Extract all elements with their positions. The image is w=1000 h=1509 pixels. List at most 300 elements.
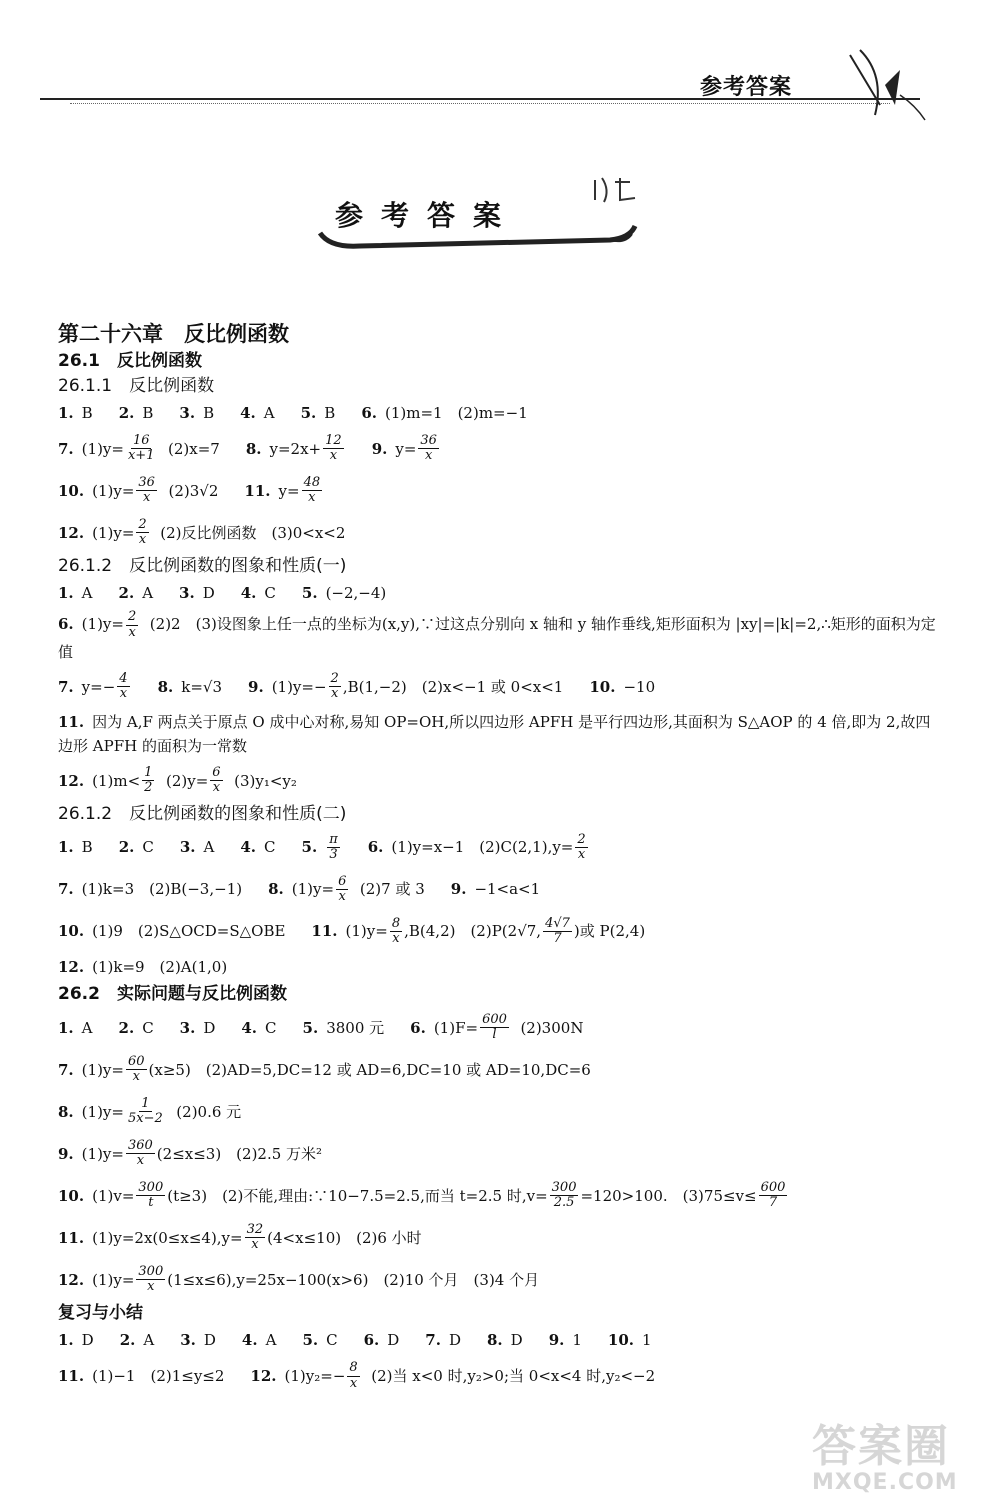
answer-row [58, 1219, 938, 1257]
answer-row [58, 472, 938, 510]
question-number: 11. [58, 712, 85, 731]
question-number: 7. [425, 1331, 441, 1350]
answer-value: D [448, 1331, 461, 1350]
numerator: 2 [330, 671, 339, 687]
answer-item [58, 672, 132, 702]
answer-text: (1)y=− [271, 677, 327, 696]
question-number: 12. [58, 771, 85, 790]
answer-item [58, 1181, 789, 1211]
answer-paragraph [58, 710, 938, 758]
answer-value: C [264, 838, 276, 857]
fraction [347, 1361, 359, 1391]
answer-text: (1)9 (2)S△OCD=S△OBE [92, 922, 286, 941]
answer-value: 3800 元 [326, 1018, 385, 1037]
numerator: 4√7 [545, 915, 570, 931]
answer-value: C [326, 1331, 338, 1350]
answer-item [425, 1331, 461, 1349]
numerator: 16 [132, 433, 150, 449]
answer-text: −1<a<1 [474, 880, 541, 899]
fraction [418, 434, 439, 464]
answer-text: y=2x+ [269, 439, 322, 458]
denominator: x [136, 1153, 145, 1169]
answer-item [119, 1019, 154, 1037]
numerator: 6 [338, 873, 347, 889]
answer-item [589, 678, 655, 696]
question-number: 9. [58, 1144, 74, 1163]
section-title-text: 复习与小结 [58, 1302, 143, 1323]
question-number: 5. [300, 403, 317, 422]
fraction [759, 1181, 788, 1211]
section-title [58, 351, 938, 371]
chapter-title: 第二十六章 反比例函数 [58, 322, 289, 346]
question-number: 10. [58, 922, 85, 941]
question-number: 1. [58, 584, 74, 603]
answer-text: (x≥5) (2)AD=5,DC=12 或 AD=6,DC=10 或 AD=10,DC=6 [148, 1060, 591, 1079]
answer-item [361, 404, 527, 422]
question-number: 11. [58, 1228, 85, 1247]
answer-item [58, 838, 93, 856]
answer-text: (2)300N [520, 1018, 584, 1037]
answer-text: (1≤x≤6),y=25x−100(x>6) (2)10 个月 (3)4 个月 [167, 1270, 540, 1289]
question-number: 2. [119, 1331, 136, 1350]
answer-value: C [142, 838, 154, 857]
answer-value: B [142, 403, 154, 422]
numerator: 36 [138, 475, 155, 491]
answer-item [158, 678, 222, 696]
question-number: 6. [367, 838, 384, 857]
numerator: 300 [138, 1263, 164, 1279]
question-number: 9. [450, 880, 467, 899]
answer-row [58, 580, 938, 606]
question-number: 3. [179, 403, 196, 422]
answer-item [302, 833, 342, 863]
answer-item [179, 584, 215, 602]
answer-item [549, 1331, 582, 1349]
answer-value: A [81, 584, 93, 603]
answer-row [58, 430, 938, 468]
answer-text: (1)y= [291, 880, 335, 899]
fraction [575, 833, 587, 863]
quill-decoration-icon [840, 45, 930, 125]
answer-item [58, 958, 227, 976]
answer-item [58, 1139, 322, 1169]
denominator: x [329, 448, 338, 464]
numerator: 36 [420, 433, 437, 449]
numerator: 12 [325, 433, 342, 449]
numerator: 2 [138, 517, 147, 533]
fraction [126, 434, 157, 464]
answer-text: =120>100. (3)75≤v≤ [580, 1186, 757, 1205]
question-number: 10. [607, 1331, 635, 1350]
fraction [323, 434, 344, 464]
answer-text: −10 [623, 677, 656, 696]
fraction [480, 1013, 509, 1043]
question-number: 1. [58, 1018, 74, 1037]
question-number: 11. [311, 922, 338, 941]
answer-text: (2)0.6 元 [176, 1102, 242, 1121]
answer-row [58, 912, 938, 950]
answer-text: (1)y₂=− [284, 1367, 346, 1386]
answer-text: (1)y= [81, 1060, 124, 1079]
question-number: 11. [58, 1367, 85, 1386]
answer-item [179, 404, 214, 422]
denominator: x [143, 490, 151, 506]
question-number: 7. [58, 880, 74, 899]
answer-text: (4<x≤10) (2)6 小时 [267, 1228, 422, 1247]
question-number: 4. [241, 1331, 258, 1350]
question-number: 5. [302, 1331, 319, 1350]
question-number: 4. [240, 584, 257, 603]
denominator: x [425, 448, 433, 464]
question-number: 8. [487, 1331, 503, 1350]
answer-item [451, 880, 540, 898]
answer-text: (1)F= [433, 1018, 479, 1037]
answer-row [58, 1327, 938, 1353]
answer-content [58, 322, 938, 1399]
answer-item [240, 838, 275, 856]
answer-item [119, 584, 154, 602]
fraction [543, 917, 572, 947]
question-number: 1. [58, 1331, 74, 1350]
question-number: 5. [302, 1018, 319, 1037]
answer-text: (1)−1 (2)1≤y≤2 [92, 1367, 225, 1386]
answer-text: y= [278, 481, 300, 500]
answer-text: (1)y= [92, 1270, 135, 1289]
answer-text: (2)2 (3)设图象上任一点的坐标为(x,y),∵过这点分别向 x 轴和 y 轴作垂线,矩形面积为 |xy|=|k|=2,∴矩形的面积为定值 [58, 615, 936, 661]
watermark-logo-text: 答案圈 [812, 1421, 950, 1472]
question-number: 8. [268, 880, 284, 899]
answer-text: (1)y= [81, 439, 124, 458]
denominator: x [392, 930, 400, 946]
answer-item [250, 1361, 655, 1391]
answer-item [303, 1019, 385, 1037]
answer-row [58, 668, 938, 706]
denominator: x [147, 1279, 155, 1295]
question-number: 7. [58, 1060, 74, 1079]
numerator: 1 [141, 1095, 150, 1111]
answer-item [58, 1331, 94, 1349]
denominator: x [138, 532, 147, 548]
answer-item [246, 434, 346, 464]
answer-text: (2)x=7 [168, 439, 220, 458]
answer-text: k=√3 [181, 677, 223, 696]
answer-item [368, 833, 590, 863]
header-dotted-rule [70, 103, 890, 104]
answer-text: y=− [81, 677, 116, 696]
answer-row [58, 1009, 938, 1047]
answer-text: (1)k=9 (2)A(1,0) [92, 958, 228, 977]
answer-value: A [203, 838, 215, 857]
answer-value: B [81, 403, 93, 422]
question-number: 6. [361, 403, 377, 422]
answer-row [58, 870, 938, 908]
answer-text: 因为 A,F 两点关于原点 O 成中心对称,易知 OP=OH,所以四边形 APFH 是平行四边形,其面积为 S△AOP 的 4 倍,即为 2,故四边形 APFH 的面积为一常数 [58, 712, 931, 755]
answer-item [58, 922, 285, 940]
answer-text: (1)k=3 (2)B(−3,−1) [81, 880, 243, 899]
header-title: 参考答案 [700, 75, 793, 100]
denominator: x [331, 686, 339, 702]
question-number: 2. [118, 584, 135, 603]
fraction [126, 1055, 147, 1085]
answer-row [58, 762, 938, 800]
fraction [302, 476, 323, 506]
question-number: 12. [58, 958, 85, 977]
fraction [210, 766, 222, 796]
answer-item [58, 766, 297, 796]
answer-text: (2)3√2 [168, 481, 219, 500]
answer-item [410, 1013, 583, 1043]
answer-item [58, 518, 345, 548]
site-watermark [812, 1410, 992, 1500]
fraction [329, 672, 341, 702]
question-number: 2. [118, 838, 135, 857]
question-number: 3. [179, 1018, 196, 1037]
answer-value: D [202, 584, 215, 603]
denominator: x [128, 624, 136, 640]
denominator: 7 [553, 930, 562, 946]
answer-value: 1 [642, 1331, 652, 1350]
section-title [58, 1303, 938, 1323]
answer-item [608, 1331, 652, 1349]
fraction [117, 672, 129, 702]
answer-item [58, 434, 220, 464]
fraction [136, 1181, 165, 1211]
answer-item [58, 1097, 241, 1127]
question-number: 9. [371, 439, 388, 458]
answer-item [58, 1367, 224, 1385]
question-number: 1. [58, 838, 74, 857]
answer-text: ,B(4,2) (2)P(2√7, [404, 922, 542, 941]
answer-row [58, 954, 938, 980]
section-title-text: 26.1 反比例函数 [58, 351, 202, 372]
numerator: 600 [482, 1011, 507, 1027]
answer-item [58, 404, 93, 422]
answer-paragraph [58, 610, 938, 664]
banner-title: 参考答案 [335, 199, 520, 232]
question-number: 5. [301, 838, 318, 857]
denominator: x [119, 686, 128, 702]
denominator: x [349, 1375, 358, 1391]
answer-text: )或 P(2,4) [573, 922, 646, 941]
question-number: 12. [58, 523, 85, 542]
answer-item [302, 1331, 337, 1349]
answer-value: 1 [572, 1331, 582, 1350]
numerator: 48 [303, 475, 321, 491]
answer-item [119, 404, 154, 422]
numerator: 2 [127, 609, 137, 625]
numerator: 2 [577, 831, 586, 847]
subsection-title: 26.1.2 反比例函数的图象和性质(二) [58, 803, 347, 824]
denominator: 5x−2 [127, 1111, 163, 1127]
denominator: x [212, 780, 221, 796]
answer-text: (2)反比例函数 (3)0<x<2 [160, 523, 346, 542]
answer-value: B [81, 838, 93, 857]
answer-text: (2≤x≤3) (2)2.5 万米² [156, 1144, 323, 1163]
answer-row [58, 1051, 938, 1089]
question-number: 7. [58, 439, 74, 458]
question-number: 4. [240, 838, 257, 857]
question-number: 5. [301, 584, 318, 603]
numerator: 300 [551, 1179, 577, 1195]
denominator: 7 [768, 1195, 778, 1211]
answer-text: (1)y=x−1 (2)C(2,1),y= [391, 838, 574, 857]
denominator: x+1 [127, 448, 155, 464]
question-number: 4. [240, 403, 256, 422]
numerator: 32 [246, 1221, 264, 1237]
answer-item [58, 1019, 93, 1037]
numerator: 8 [349, 1360, 358, 1376]
answer-text: (2)当 x<0 时,y₂>0;当 0<x<4 时,y₂<−2 [371, 1367, 656, 1386]
answer-text: (1)y= [92, 481, 135, 500]
question-number: 3. [180, 1331, 196, 1350]
answer-item [248, 672, 563, 702]
answer-item [268, 875, 425, 905]
answer-item [58, 476, 218, 506]
fraction [136, 476, 157, 506]
answer-value: C [265, 1018, 277, 1037]
answer-text: (2)y= [165, 771, 209, 790]
question-number: 10. [58, 1186, 85, 1205]
denominator: x [338, 888, 346, 904]
numerator: 6 [212, 765, 221, 781]
answer-value: A [263, 403, 275, 422]
answer-text: ,B(1,−2) (2)x<−1 或 0<x<1 [342, 677, 564, 696]
fraction [136, 1265, 165, 1295]
section-title-text: 26.2 实际问题与反比例函数 [58, 984, 287, 1005]
answer-row [58, 1357, 938, 1395]
denominator: x [577, 846, 586, 862]
numerator: 8 [391, 915, 401, 931]
fraction [245, 1223, 266, 1253]
fraction [126, 610, 138, 640]
fraction [550, 1181, 579, 1211]
answer-item [58, 584, 93, 602]
answer-item [58, 1265, 539, 1295]
answer-row [58, 1177, 938, 1215]
answer-value: (−2,−4) [325, 584, 387, 603]
denominator: t [148, 1195, 154, 1211]
answer-row [58, 400, 938, 426]
answer-value: A [265, 1331, 277, 1350]
question-number: 6. [58, 615, 74, 634]
answer-item [180, 1019, 216, 1037]
subsection-title: 26.1.1 反比例函数 [58, 375, 215, 396]
question-number: 8. [245, 439, 262, 458]
answer-value: C [264, 584, 276, 603]
answer-text: (t≥3) (2)不能,理由:∵10−7.5=2.5,而当 t=2.5 时,v= [167, 1186, 548, 1205]
numerator: 300 [138, 1179, 164, 1195]
answer-row [58, 828, 938, 866]
numerator: 4 [119, 671, 128, 687]
question-number: 1. [58, 403, 74, 422]
fraction [126, 1139, 155, 1169]
answer-item [302, 584, 386, 602]
answer-value: B [324, 403, 336, 422]
denominator: 2 [144, 780, 153, 796]
answer-text: (1)m< [92, 771, 141, 790]
answer-value: B [203, 403, 215, 422]
answer-text: (1)y= [81, 615, 124, 634]
numerator: 360 [127, 1137, 153, 1153]
answer-text: (1)y= [81, 1102, 124, 1121]
question-number: 2. [118, 403, 135, 422]
answer-item [58, 880, 242, 898]
answer-text: (1)y=2x(0≤x≤4),y= [92, 1228, 243, 1247]
answer-item [364, 1331, 400, 1349]
denominator: 3 [329, 846, 338, 862]
answer-text: (1)y= [345, 922, 388, 941]
answer-text: y= [395, 439, 417, 458]
question-number: 4. [241, 1018, 258, 1037]
answer-item [119, 838, 154, 856]
numerator: 60 [127, 1053, 145, 1069]
question-number: 7. [58, 677, 74, 696]
question-number: 12. [58, 1270, 85, 1289]
answer-value: D [203, 1018, 216, 1037]
fraction [390, 917, 402, 947]
denominator: x [132, 1069, 140, 1085]
answer-value: C [142, 1018, 154, 1037]
denominator: 2.5 [553, 1195, 575, 1211]
question-number: 10. [58, 481, 85, 500]
answer-item [241, 1019, 276, 1037]
answer-text: (1)y= [92, 523, 135, 542]
watermark-url: MXQE.COM [812, 1470, 958, 1495]
answer-value: (1)m=1 (2)m=−1 [385, 403, 528, 422]
question-number: 3. [179, 584, 195, 603]
answer-value: D [203, 1331, 216, 1350]
answer-item [244, 476, 324, 506]
question-number: 2. [118, 1018, 135, 1037]
fraction [126, 1097, 165, 1127]
denominator: l [492, 1027, 497, 1043]
numerator: π [329, 831, 338, 847]
answer-item [180, 838, 215, 856]
answer-item [58, 1055, 591, 1085]
answer-item [301, 404, 336, 422]
answer-item [487, 1331, 523, 1349]
answer-text: (1)y= [81, 1144, 124, 1163]
answer-value: D [81, 1331, 94, 1350]
answer-item [241, 584, 276, 602]
answer-item [311, 917, 645, 947]
fraction [336, 875, 348, 905]
denominator: x [251, 1237, 259, 1253]
answer-text: (3)y₁<y₂ [234, 771, 297, 790]
question-number: 10. [589, 677, 616, 696]
answer-value: D [387, 1331, 400, 1350]
fraction [327, 833, 340, 863]
numerator: 1 [144, 765, 153, 781]
fraction [142, 766, 154, 796]
answer-row [58, 1093, 938, 1131]
handwriting-mark-icon [590, 170, 650, 210]
answer-text: (2)7 或 3 [359, 880, 425, 899]
question-number: 6. [363, 1331, 380, 1350]
answer-value: D [510, 1331, 523, 1350]
numerator: 600 [760, 1179, 786, 1195]
answer-value: A [81, 1018, 93, 1037]
answer-item [180, 1331, 216, 1349]
answer-row [58, 1261, 938, 1299]
answer-item [372, 434, 441, 464]
question-number: 12. [250, 1367, 277, 1386]
answer-value: A [143, 1331, 155, 1350]
question-number: 8. [58, 1102, 74, 1121]
answer-row [58, 1135, 938, 1173]
answer-value: A [142, 584, 154, 603]
answer-text: (1)v= [92, 1186, 135, 1205]
